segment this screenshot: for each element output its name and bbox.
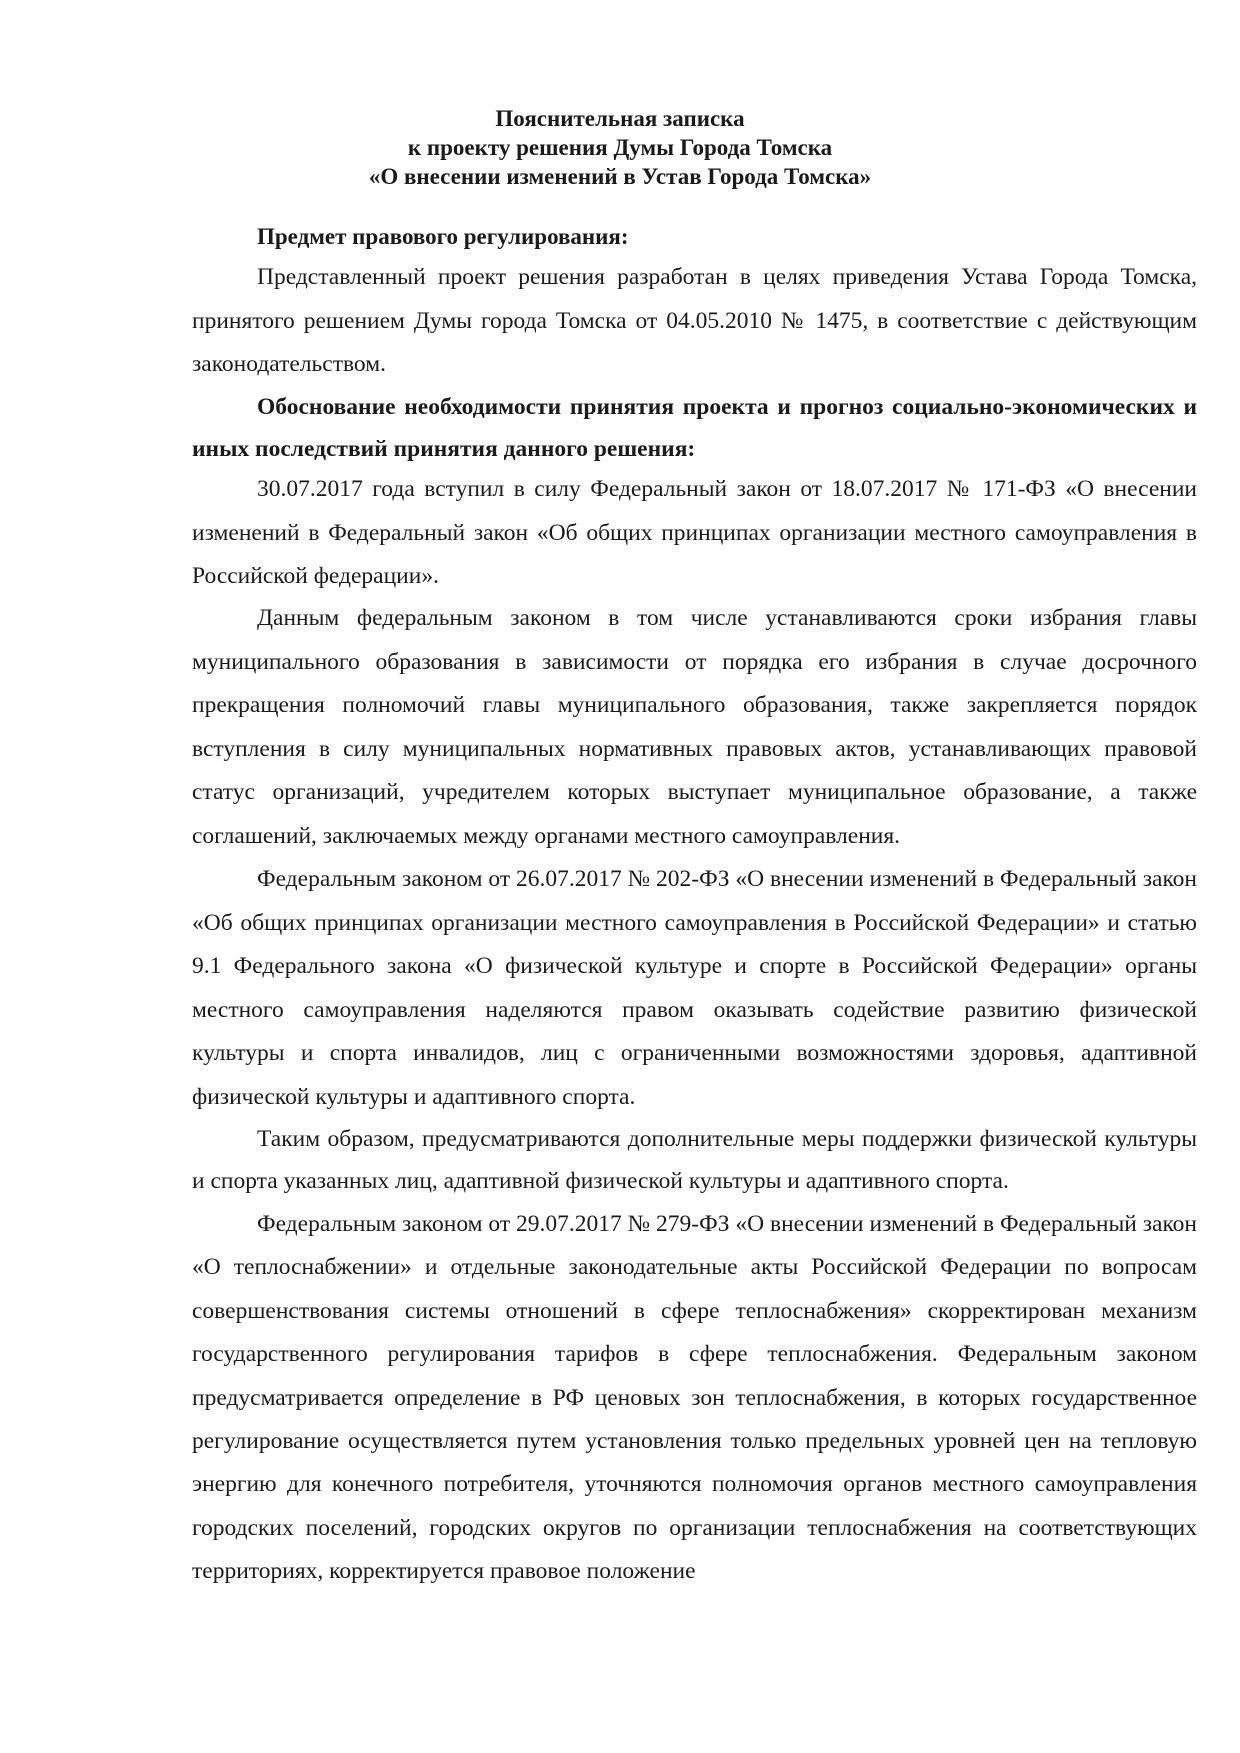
law-279-paragraph: Федеральным законом от 29.07.2017 № 279-ФЗ «О внесении изменений в Федеральный закон «О теплоснабжении» и отдельные законодательные акты Российской Федерации по вопросам совершенствования системы отношений в сфере теплоснабжения» скорректирован механизм государственного регулирования тарифов в сфере теплоснабжения. Федеральным законом предусматривается определение в РФ ценовых зон теплоснабжения, в которых государственное регулирование осуществляется путем установления только предельных уровней цен на тепловую энергию для конечного потребителя, уточняются полномочия органов местного самоуправления городских поселений, городских округов по организации теплоснабжения на соответствующих территориях, корректируется правовое положение — [192, 1211, 1197, 1585]
subject-heading: Предмет правового регулирования: — [257, 224, 629, 249]
document-title — [0, 104, 1240, 191]
measures-paragraph: Таким образом, предусматриваются дополнительные меры поддержки физической культуры и спорта указанных лиц, адаптивной физической культуры и адаптивного спорта. — [192, 1126, 1197, 1194]
title-line-2: к проекту решения Думы Города Томска — [407, 135, 833, 160]
subject-paragraph: Представленный проект решения разработан в целях приведения Устава Города Томска, принятого решением Думы города Томска от 04.05.2010 № 1475, в соответствие с действующим законодательством. — [192, 264, 1197, 377]
law-202-paragraph: Федеральным законом от 26.07.2017 № 202-ФЗ «О внесении изменений в Федеральный закон «Об общих принципах организации местного самоуправления в Российской Федерации» и статью 9.1 Федерального закона «О физической культуре и спорте в Российской Федерации» органы местного самоуправления наделяются правом оказывать содействие развитию физической культуры и спорта инвалидов, лиц с ограниченными возможностями здоровья, адаптивной физической культуры и адаптивного спорта. — [192, 866, 1197, 1110]
title-line-3: «О внесении изменений в Устав Города Томска» — [368, 164, 872, 189]
rationale-heading: Обоснование необходимости принятия проекта и прогноз социально-экономических и иных последствий принятия данного решения: — [192, 394, 1197, 462]
law-171-paragraph: 30.07.2017 года вступил в силу Федеральный закон от 18.07.2017 № 171-ФЗ «О внесении изменений в Федеральный закон «Об общих принципах организации местного самоуправления в Российской федерации». — [192, 476, 1197, 589]
title-line-1: Пояснительная записка — [495, 106, 745, 131]
terms-paragraph: Данным федеральным законом в том числе устанавливаются сроки избрания главы муниципального образования в зависимости от порядка его избрания в случае досрочного прекращения полномочий главы муниципального образования, также закрепляется порядок вступления в силу муниципальных нормативных правовых актов, устанавливающих правовой статус организаций, учредителем которых выступает муниципальное образование, а также соглашений, заключаемых между органами местного самоуправления. — [192, 605, 1197, 849]
